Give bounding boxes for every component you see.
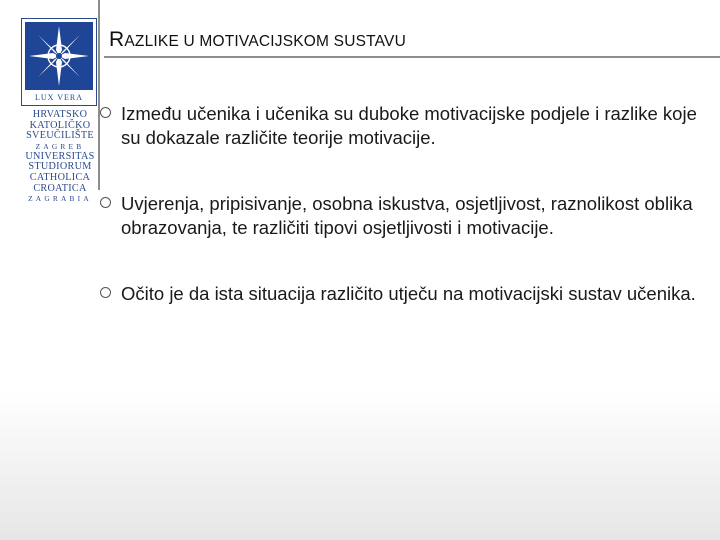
logo-line: UNIVERSITAS [25,150,95,162]
logo-emblem [21,18,97,106]
logo-line: ZAGREB [35,141,85,151]
university-logo [21,18,99,204]
star-emblem-icon [25,22,93,90]
bullet-circle-icon [100,197,111,208]
logo-line: ZAGRABIA [28,194,92,204]
logo-motto: LUX VERA [34,93,84,102]
title-rest: AZLIKE U MOTIVACIJSKOM SUSTAVU [124,33,406,50]
logo-line: KATOLIČKO [29,119,91,131]
bullet-circle-icon [100,107,111,118]
bullet-text: Očito je da ista situacija različito utječu na motivacijski sustav učenika. [121,283,696,304]
bullet-list [100,102,700,306]
bullet-circle-icon [100,287,111,298]
title-initial: R [109,28,125,51]
bullet-item [100,192,700,240]
bullet-item [100,102,700,150]
bullet-text: Uvjerenja, pripisivanje, osobna iskustva, osjetljivost, raznolikost oblika obrazovanja, te različiti tipovi osjetljivosti i motivacije. [121,193,693,238]
slide-title [109,28,406,52]
logo-line: STUDIORUM [28,161,92,173]
logo-line: SVEUČILIŠTE [26,130,94,142]
logo-wordmark [23,110,97,204]
title-underline [104,56,720,58]
logo-line: CATHOLICA [29,171,91,183]
logo-line: CROATICA [33,182,87,194]
bullet-item [100,282,700,306]
logo-line: HRVATSKO [32,109,88,120]
bullet-text: Između učenika i učenika su duboke motivacijske podjele i razlike koje su dokazale različite teorije motivacije. [121,103,697,148]
